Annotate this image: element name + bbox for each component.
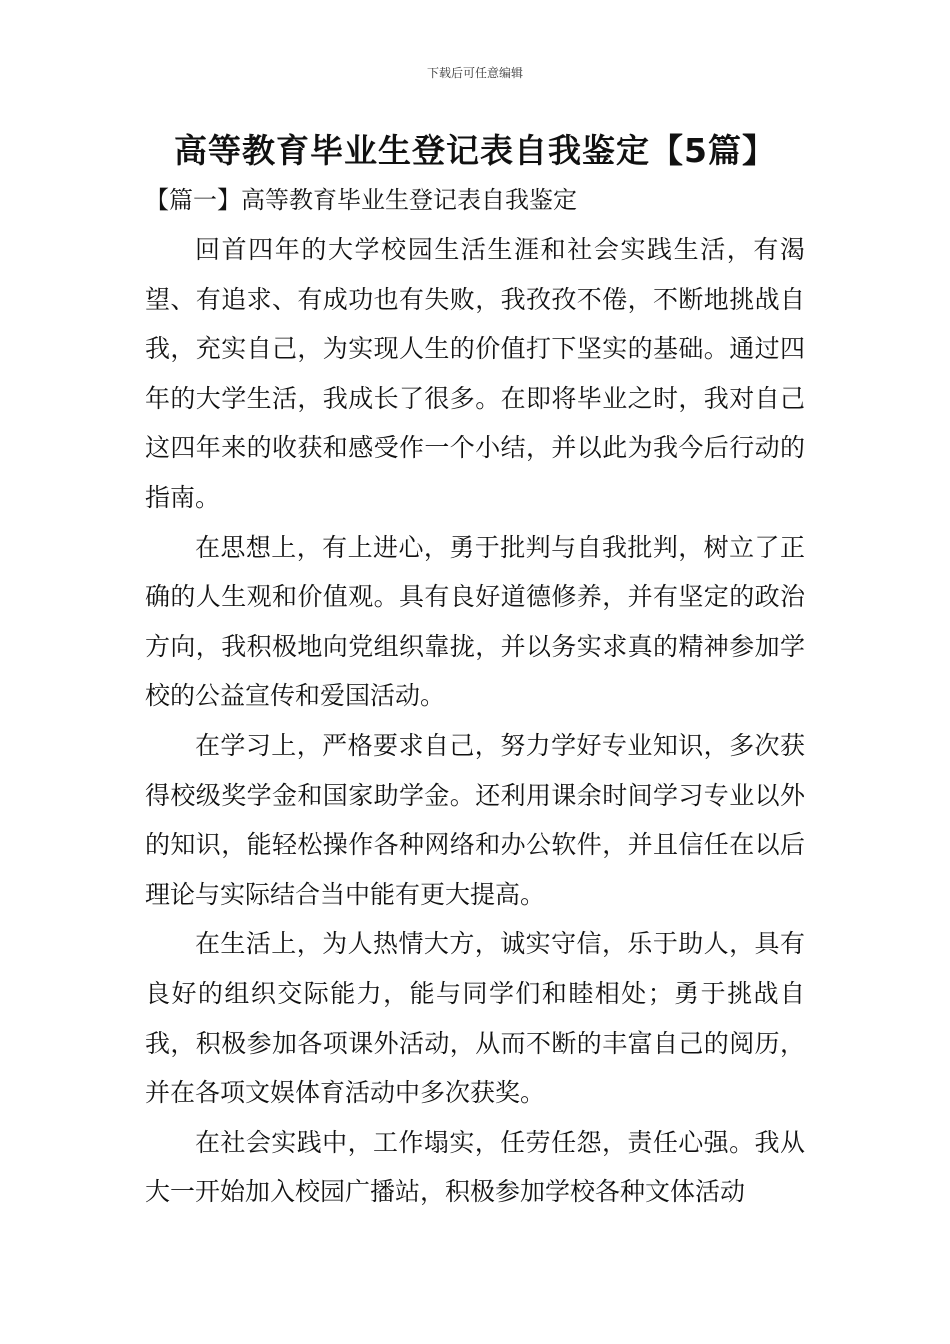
section-heading: 【篇一】高等教育毕业生登记表自我鉴定: [145, 186, 577, 214]
paragraph: 回首四年的大学校园生活生涯和社会实践生活，有渴望、有追求、有成功也有失败，我孜孜不倦，不断地挑战自我，充实自己，为实现人生的价值打下坚实的基础。通过四年的大学生活，我成长了很多。在即将毕业之时，我对自己这四年来的收获和感受作一个小结，并以此为我今后行动的指南。: [145, 235, 805, 512]
document-title: 高等教育毕业生登记表自我鉴定【5篇】: [174, 131, 776, 170]
paragraph: 在生活上，为人热情大方，诚实守信，乐于助人，具有良好的组织交际能力，能与同学们和睦相处；勇于挑战自我，积极参加各项课外活动，从而不断的丰富自己的阅历，并在各项文娱体育活动中多次获奖。: [145, 929, 805, 1108]
paragraph: 在社会实践中，工作塌实，任劳任怨，责任心强。我从大一开始加入校园广播站，积极参加学校各种文体活动: [145, 1127, 805, 1207]
header-note: 下载后可任意编辑: [426, 66, 523, 80]
document-body: [145, 225, 805, 1217]
paragraph: 在学习上，严格要求自己，努力学好专业知识，多次获得校级奖学金和国家助学金。还利用课余时间学习专业以外的知识，能轻松操作各种网络和办公软件，并且信任在以后理论与实际结合当中能有更大提高。: [145, 730, 805, 909]
paragraph: 在思想上，有上进心，勇于批判与自我批判，树立了正确的人生观和价值观。具有良好道德修养，并有坚定的政治方向，我积极地向党组织靠拢，并以务实求真的精神参加学校的公益宣传和爱国活动。: [145, 532, 805, 711]
